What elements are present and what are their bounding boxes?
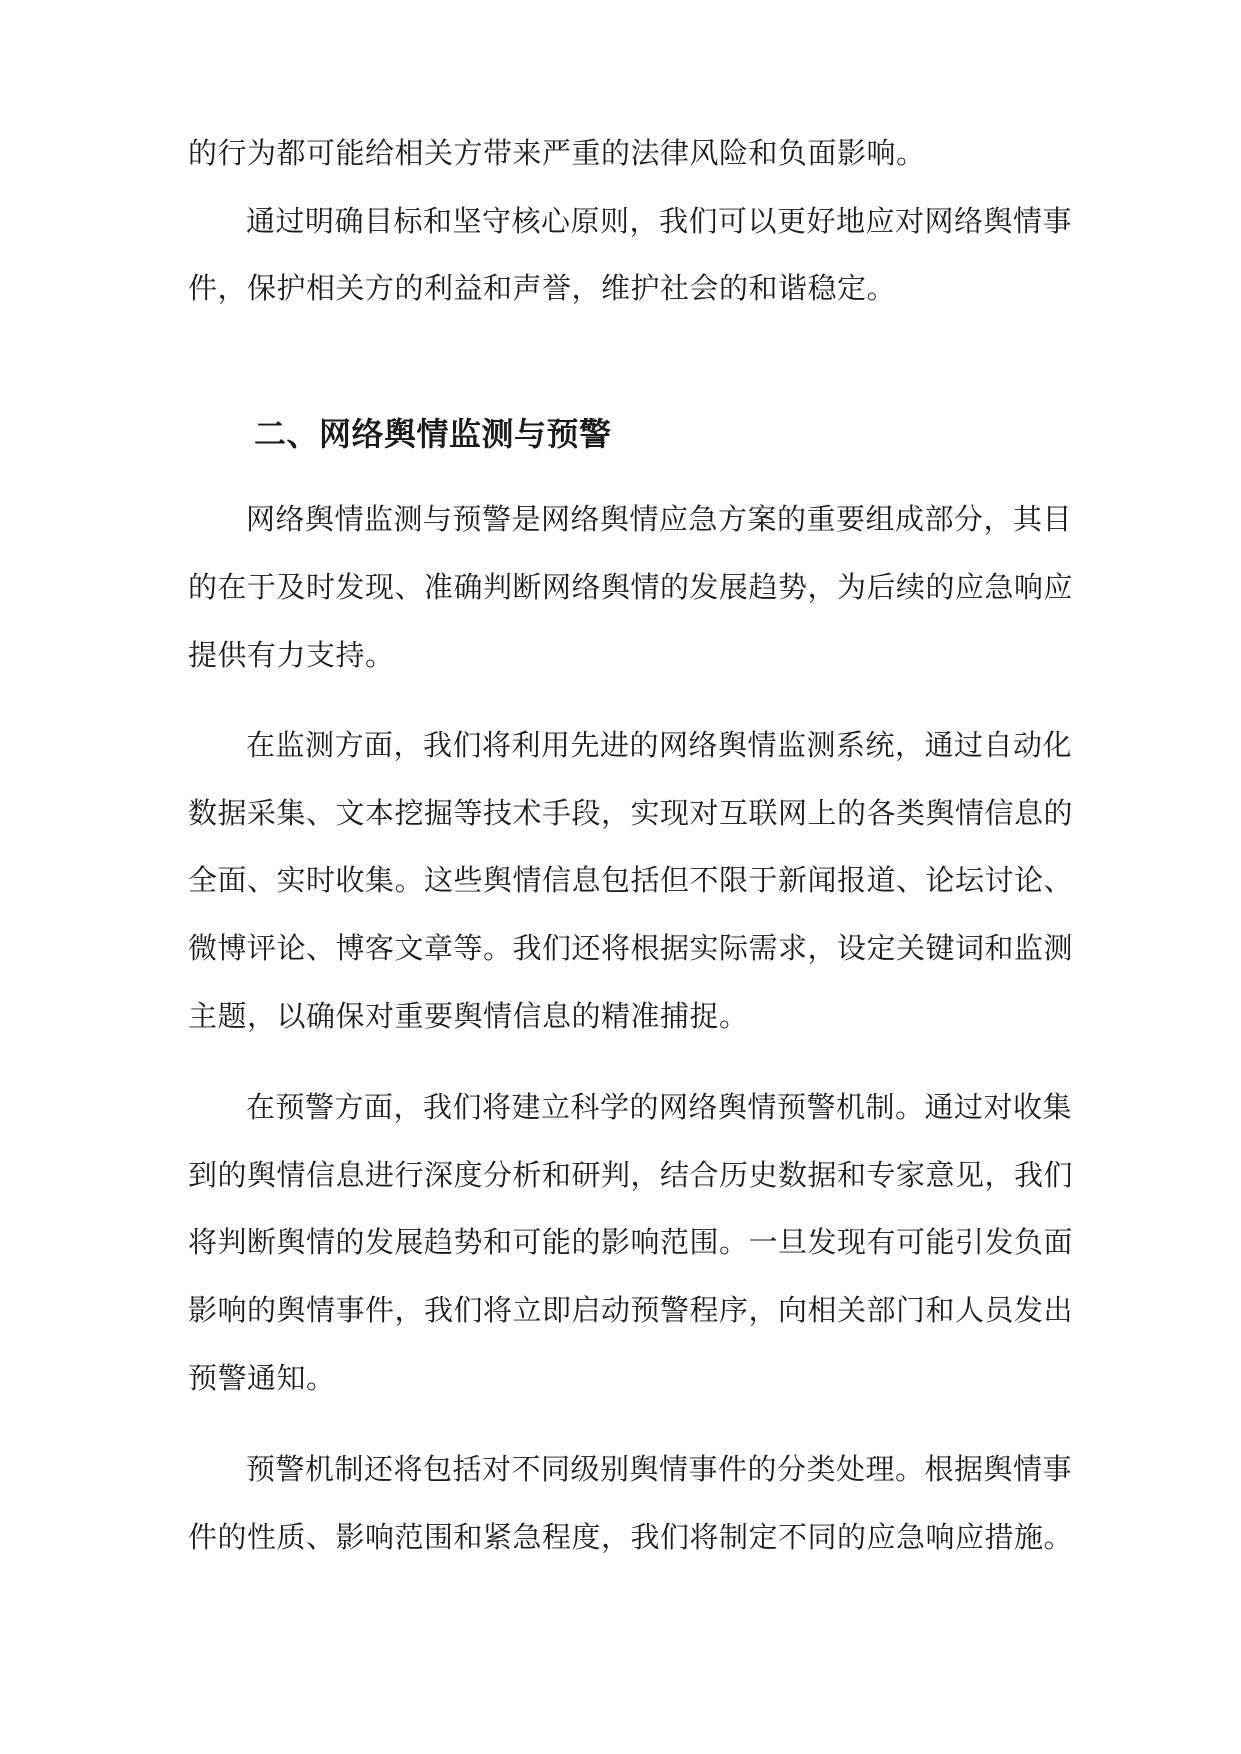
paragraph-1-line-1: 通过明确目标和坚守核心原则，我们可以更好地应对网络舆情事 [246,204,1073,238]
paragraph-4-line-2: 到的舆情信息进行深度分析和研判，结合历史数据和专家意见，我们 [188,1158,1074,1192]
paragraph-3-line-5: 主题，以确保对重要舆情信息的精准捕捉。 [188,999,749,1033]
paragraph-5-line-1: 预警机制还将包括对不同级别舆情事件的分类处理。根据舆情事 [246,1452,1073,1486]
paragraph-4-line-5: 预警通知。 [188,1361,336,1395]
paragraph-3-line-1: 在监测方面，我们将利用先进的网络舆情监测系统，通过自动化 [246,728,1073,762]
paragraph-3-line-2: 数据采集、文本挖掘等技术手段，实现对互联网上的各类舆情信息的 [188,796,1074,830]
paragraph-5-line-2: 件的性质、影响范围和紧急程度，我们将制定不同的应急响应措施。 [188,1520,1074,1554]
paragraph-2-line-3: 提供有力支持。 [188,638,395,672]
paragraph-2-line-2: 的在于及时发现、准确判断网络舆情的发展趋势，为后续的应急响应 [188,570,1074,604]
paragraph-4-line-1: 在预警方面，我们将建立科学的网络舆情预警机制。通过对收集 [246,1090,1073,1124]
section-heading: 二、网络舆情监测与预警 [254,415,612,453]
paragraph-4-line-4: 影响的舆情事件，我们将立即启动预警程序，向相关部门和人员发出 [188,1293,1074,1327]
paragraph-4-line-3: 将判断舆情的发展趋势和可能的影响范围。一旦发现有可能引发负面 [188,1225,1074,1259]
paragraph-2-line-1: 网络舆情监测与预警是网络舆情应急方案的重要组成部分，其目 [246,502,1073,536]
paragraph-3-line-4: 微博评论、博客文章等。我们还将根据实际需求，设定关键词和监测 [188,931,1074,965]
paragraph-0-line-1: 的行为都可能给相关方带来严重的法律风险和负面影响。 [188,136,926,170]
paragraph-3-line-3: 全面、实时收集。这些舆情信息包括但不限于新闻报道、论坛讨论、 [188,863,1074,897]
paragraph-1-line-2: 件，保护相关方的利益和声誉，维护社会的和谐稳定。 [188,271,897,305]
